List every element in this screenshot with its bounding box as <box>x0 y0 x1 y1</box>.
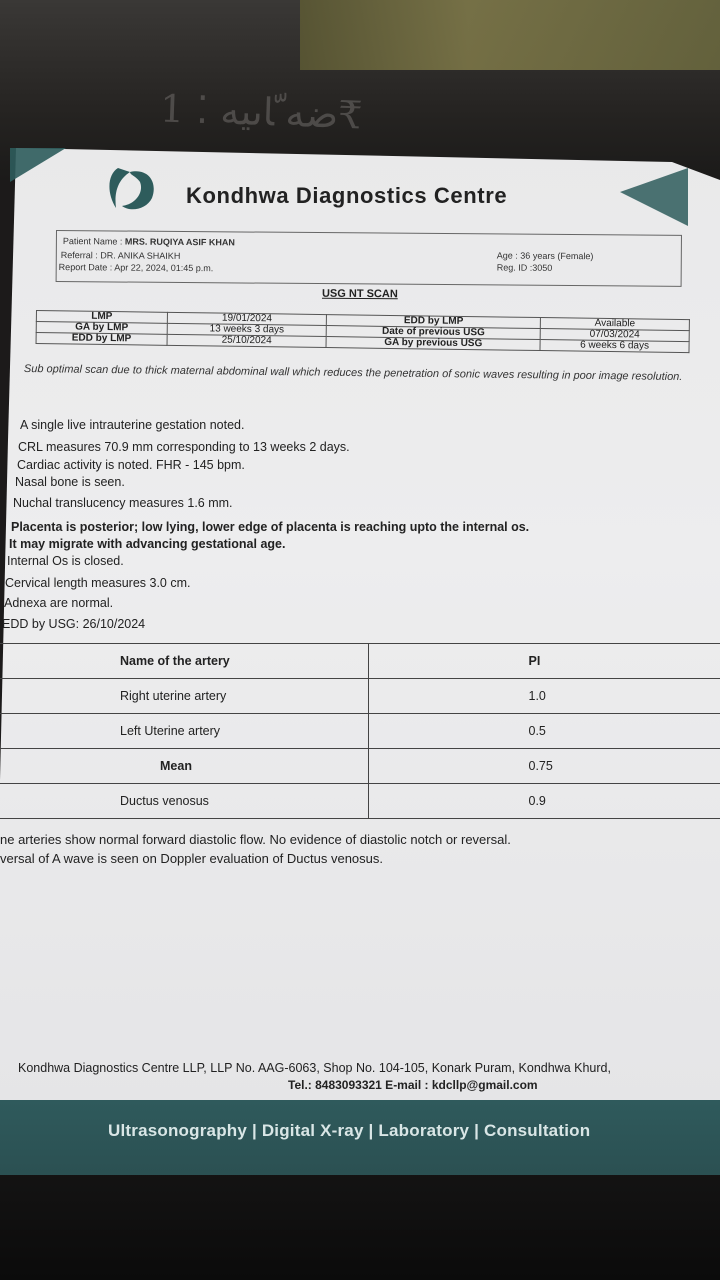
suboptimal-scan-note: Sub optimal scan due to thick maternal abdominal wall which reduces the penetration of sonic waves resulting in poor image resolution. <box>23 362 683 384</box>
finding-line: Adnexa are normal. <box>4 596 114 610</box>
corner-decoration-right <box>620 168 688 226</box>
table-cell: Mean <box>0 749 368 784</box>
doppler-notes <box>0 830 511 868</box>
background-carpet <box>300 0 720 70</box>
finding-line: EDD by USG: 26/10/2024 <box>2 617 146 631</box>
table-cell: Left Uterine artery <box>0 714 368 749</box>
table-row <box>0 714 720 749</box>
table-cell: Date of previous USG <box>327 326 541 340</box>
table-cell: Available <box>540 318 689 331</box>
finding-line: Cervical length measures 3.0 cm. <box>5 576 191 590</box>
table-cell: EDD by LMP <box>327 315 541 329</box>
footer-contact: Tel.: 8483093321 E-mail : kdcllp@gmail.com <box>288 1078 538 1092</box>
doppler-line: versal of A wave is seen on Doppler evaluation of Ductus venosus. <box>0 851 383 866</box>
table-row <box>0 784 720 819</box>
artery-pi-table <box>0 643 720 819</box>
clinic-logo-icon <box>100 162 162 214</box>
table-cell: 6 weeks 6 days <box>540 340 689 353</box>
doppler-line: ne arteries show normal forward diastolic flow. No evidence of diastolic notch or reversal. <box>0 832 511 847</box>
finding-line: It may migrate with advancing gestational age. <box>9 537 286 551</box>
finding-line: CRL measures 70.9 mm corresponding to 13 weeks 2 days. <box>18 440 350 454</box>
table-cell: 13 weeks 3 days <box>167 323 327 336</box>
table-cell: 0.9 <box>368 784 720 819</box>
table-cell: Right uterine artery <box>0 679 368 714</box>
footer-address: Kondhwa Diagnostics Centre LLP, LLP No. AAG-6063, Shop No. 104-105, Konark Puram, Kondhwa Khurd, <box>18 1061 611 1075</box>
table-header-row <box>0 644 720 679</box>
table-cell: 1.0 <box>368 679 720 714</box>
scan-title: USG NT SCAN <box>321 287 398 301</box>
column-header: PI <box>368 644 720 679</box>
table-cell: 0.75 <box>368 749 720 784</box>
registration-id: Reg. ID :3050 <box>496 262 553 273</box>
column-header: Name of the artery <box>0 644 368 679</box>
patient-age: Age : 36 years (Female) <box>496 250 594 262</box>
bag-print-text: ﺿﻪﹼﺎﯨﻴﻪ ⁚ 1₹ <box>159 86 364 138</box>
background-bottom <box>0 1170 720 1280</box>
patient-name: MRS. RUQIYA ASIF KHAN <box>124 236 235 248</box>
finding-line: A single live intrauterine gestation noted. <box>20 418 245 432</box>
patient-name-line <box>63 236 235 247</box>
patient-info-box <box>56 230 682 287</box>
finding-line: Nasal bone is seen. <box>15 475 125 489</box>
table-cell: 07/03/2024 <box>540 329 689 342</box>
table-cell: 25/10/2024 <box>167 334 327 347</box>
referral: Referral : DR. ANIKA SHAIKH <box>60 250 181 261</box>
patient-name-label: Patient Name : <box>62 236 125 247</box>
finding-line: Placenta is posterior; low lying, lower edge of placenta is reaching upto the internal os. <box>11 520 530 534</box>
finding-line: Internal Os is closed. <box>7 554 124 568</box>
table-cell: Ductus venosus <box>0 784 368 819</box>
table-cell: LMP <box>36 311 167 324</box>
table-row <box>0 679 720 714</box>
report-date: Report Date : Apr 22, 2024, 01:45 p.m. <box>58 262 214 274</box>
table-cell: EDD by LMP <box>36 333 167 346</box>
finding-line: Cardiac activity is noted. FHR - 145 bpm. <box>17 458 245 472</box>
table-cell: 0.5 <box>368 714 720 749</box>
clinic-name: Kondhwa Diagnostics Centre <box>186 183 508 208</box>
table-cell: 19/01/2024 <box>167 312 327 325</box>
table-cell: GA by previous USG <box>326 337 540 351</box>
table-row <box>0 749 720 784</box>
corner-decoration-left <box>10 148 66 182</box>
services-list: Ultrasonography | Digital X-ray | Laboratory | Consultation <box>108 1121 591 1140</box>
table-cell: GA by LMP <box>36 322 167 335</box>
finding-line: Nuchal translucency measures 1.6 mm. <box>13 496 233 510</box>
